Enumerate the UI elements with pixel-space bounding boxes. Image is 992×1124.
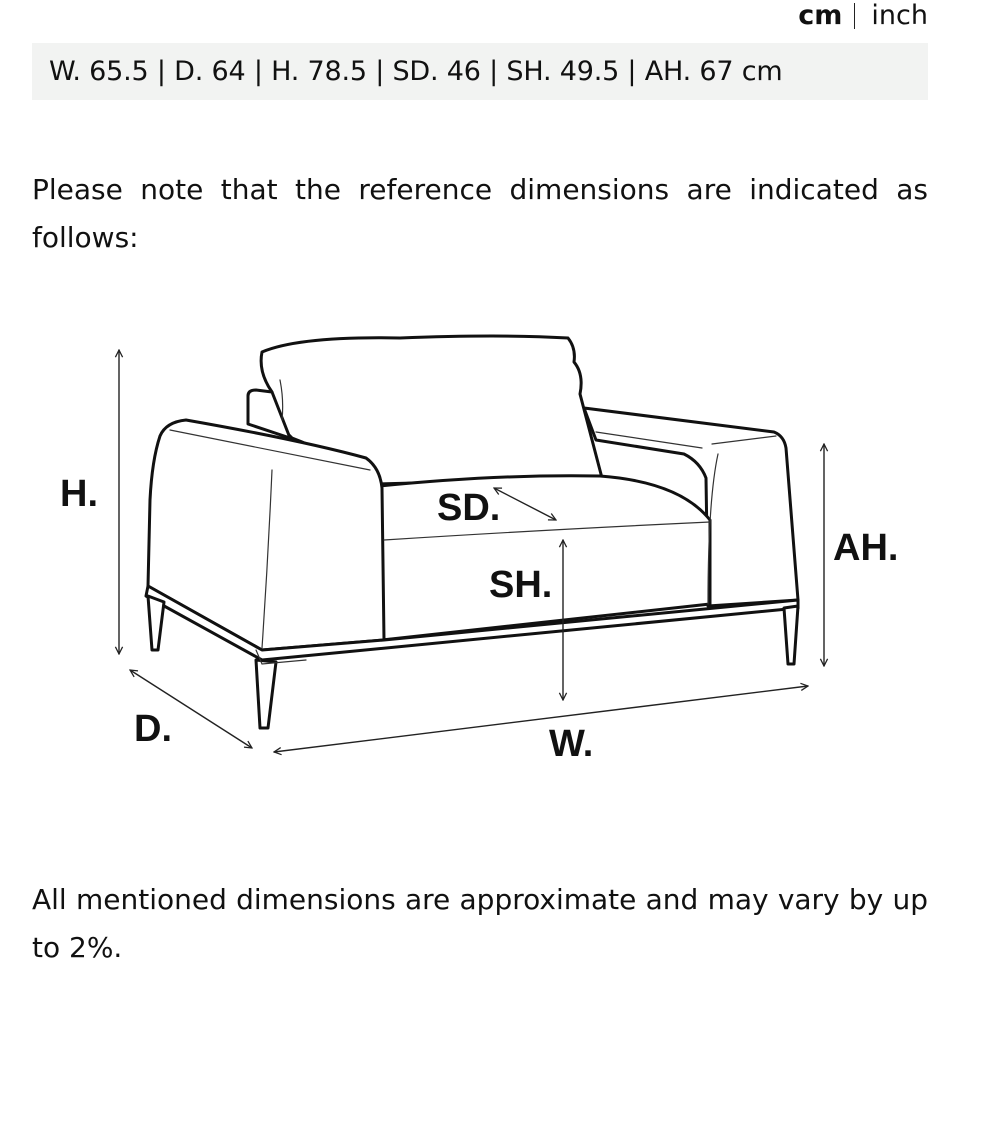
dimensions-summary-bar xyxy=(32,43,928,100)
label-depth: D. xyxy=(134,708,172,750)
dimensions-summary-text: W. 65.5 | D. 64 | H. 78.5 | SD. 46 | SH. 49.5 | AH. 67 cm xyxy=(49,56,783,87)
armchair-drawing xyxy=(146,336,798,728)
unit-cm-option[interactable]: cm xyxy=(798,0,843,31)
reference-note: Please note that the reference dimensions are indicated as follows: xyxy=(32,173,928,254)
unit-separator xyxy=(854,3,855,29)
unit-inch-option[interactable]: inch xyxy=(871,0,928,31)
unit-toggle xyxy=(798,0,928,32)
label-seat-depth: SD. xyxy=(437,487,501,529)
label-height: H. xyxy=(60,473,98,515)
label-width: W. xyxy=(549,723,594,765)
label-arm-height: AH. xyxy=(833,527,899,569)
label-seat-height: SH. xyxy=(489,564,553,606)
armchair-dimension-diagram xyxy=(40,320,920,780)
dimensions-disclaimer: All mentioned dimensions are approximate and may vary by up to 2%. xyxy=(32,883,928,964)
